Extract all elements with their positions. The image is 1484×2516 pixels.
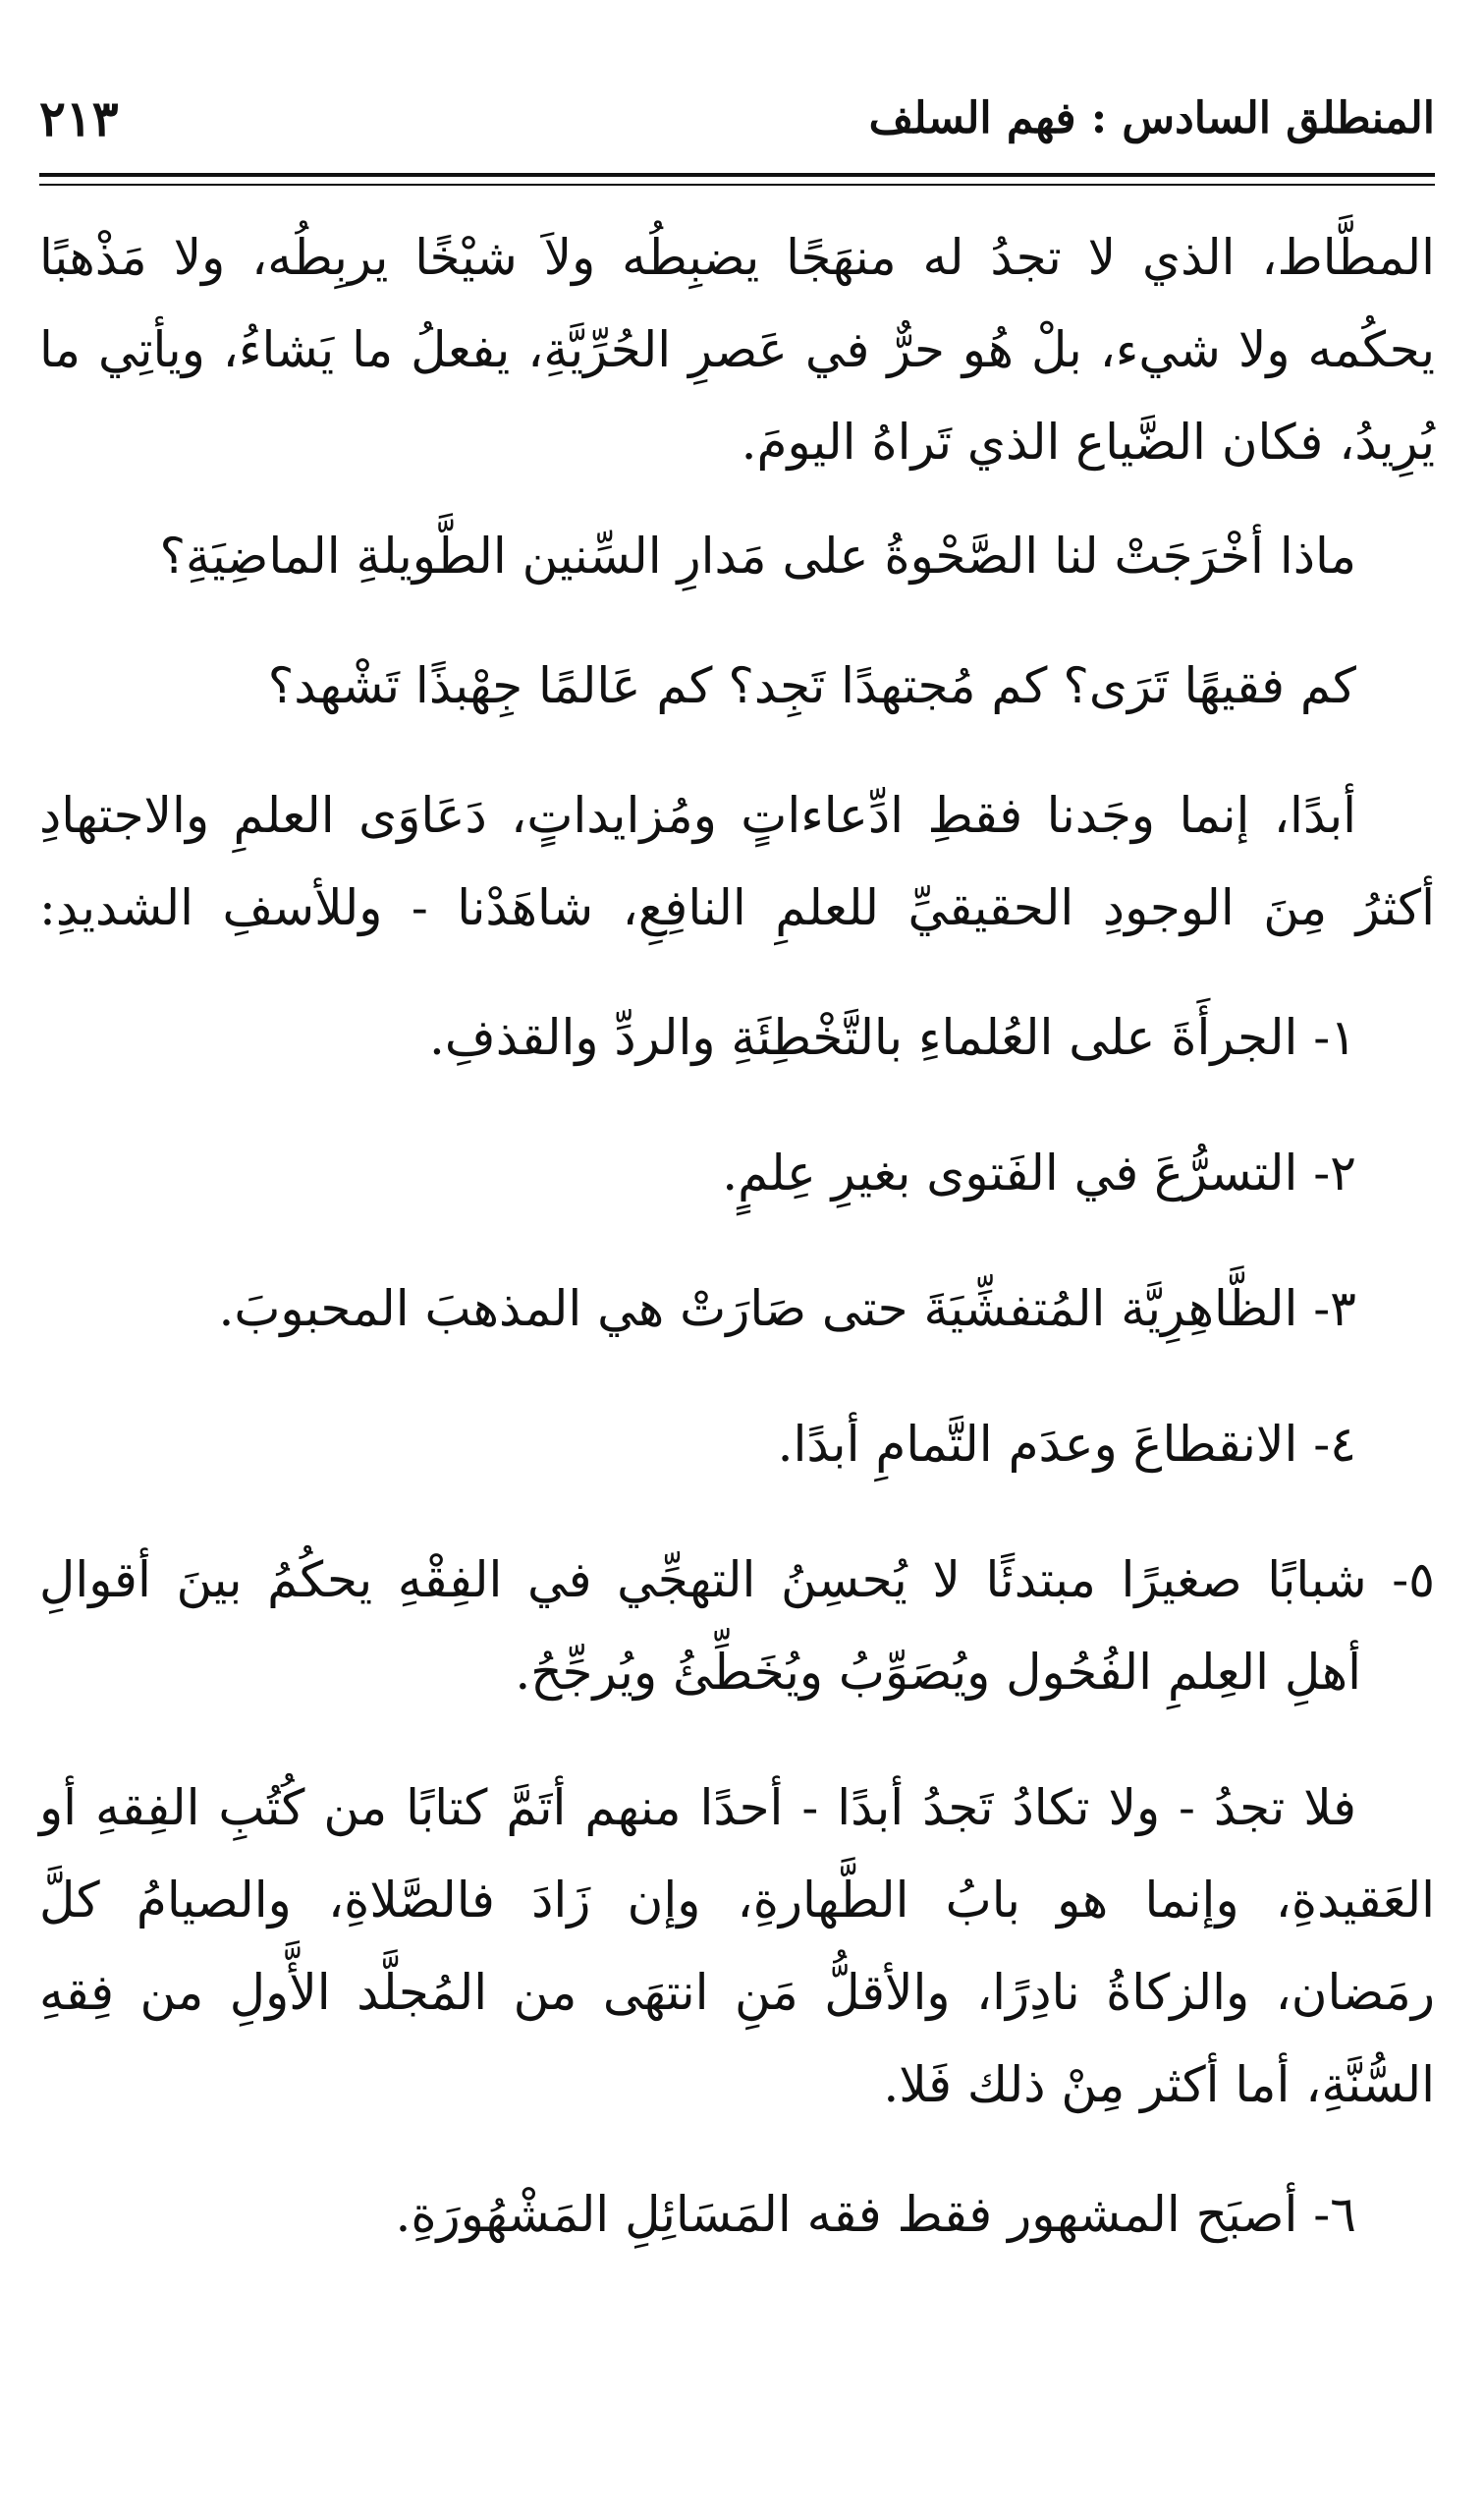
running-header — [39, 89, 1435, 162]
text-line: رمَضان، والزكاةُ نادِرًا، والأقلُّ مَنِ انتهَى من المُجلَّد الأَّولِ من فِقهِ — [39, 1964, 1435, 2021]
paragraph-4 — [39, 769, 1435, 954]
list-item-6: ٦- أصبَح المشهور فقط فقه المَسَائِلِ المَشْهُورَةِ. — [395, 2186, 1356, 2243]
list-item-5 — [39, 1534, 1435, 1718]
header-rule-thick — [39, 173, 1435, 177]
paragraph-1 — [39, 211, 1435, 488]
body-text — [39, 211, 1435, 2304]
page-number: ٢١٣ — [39, 89, 119, 147]
list-item: ١- الجرأَةَ على العُلماءِ بالتَّخْطِئَةِ والردِّ والقذفِ. — [428, 1009, 1356, 1066]
text-line: العَقيدةِ، وإنما هو بابُ الطَّهارةِ، وإن زَادَ فالصَّلاةِ، والصيامُ كلَّ — [39, 1872, 1435, 1929]
text-line: المطَّاط، الذي لا تجدُ له منهَجًا يضبِطُه ولاَ شيْخًا يربِطُه، ولا مَذْهبًا — [39, 229, 1435, 286]
list-item: ٣- الظَّاهِرِيَّة المُتفشِّيَةَ حتى صَارَتْ هي المذهبَ المحبوبَ. — [218, 1280, 1356, 1337]
paragraph-5 — [39, 1761, 1435, 2131]
text-line: ٥- شبابًا صغيرًا مبتدئًا لا يُحسِنُ التهجِّي في الفِقْهِ يحكُمُ بينَ أقوالِ — [39, 1551, 1435, 1608]
text-line: يُرِيدُ، فكان الضَّياع الذي تَراهُ اليومَ. — [741, 414, 1435, 471]
text-line: يحكُمه ولا شيء، بلْ هُو حرٌّ في عَصرِ الحُرِّيَّةِ، يفعلُ ما يَشاءُ، ويأتِي ما — [39, 321, 1435, 378]
question-2: كم فقيهًا تَرَى؟ كم مُجتهدًا تَجِد؟ كم عَالمًا جِهْبذًا تَشْهد؟ — [267, 657, 1356, 714]
text-line: أبدًا، إنما وجَدنا فقطِ ادِّعاءاتٍ ومُزايداتٍ، دَعَاوَى العلمِ والاجتهادِ — [39, 787, 1356, 844]
text-line: فلا تجدُ - ولا تكادُ تَجدُ أبدًا - أحدًا منهم أتَمَّ كتابًا من كُتُبِ الفِقهِ أو — [39, 1779, 1357, 1836]
chapter-title: المنطلق السادس : فهم السلف — [868, 93, 1435, 143]
text-line: أهلِ العِلمِ الفُحُول ويُصَوِّبُ ويُخَطِّئُ ويُرجِّحُ. — [515, 1644, 1361, 1701]
question-1: ماذا أخْرَجَتْ لنا الصَّحْوةُ على مَدارِ السِّنين الطَّويلةِ الماضِيَةِ؟ — [159, 528, 1356, 585]
header-rule-thin — [39, 184, 1435, 186]
text-line: أكثرُ مِنَ الوجودِ الحقيقيِّ للعلمِ النافِعِ، شاهَدْنا - وللأسفِ الشديدِ: — [39, 879, 1435, 936]
list-item: ٢- التسرُّعَ في الفَتوى بغيرِ عِلمٍ. — [722, 1145, 1356, 1202]
text-line: السُّنَّةِ، أما أكثر مِنْ ذلك فَلا. — [883, 2056, 1435, 2113]
list-item: ٤- الانقطاعَ وعدَم التَّمامِ أبدًا. — [777, 1416, 1356, 1473]
